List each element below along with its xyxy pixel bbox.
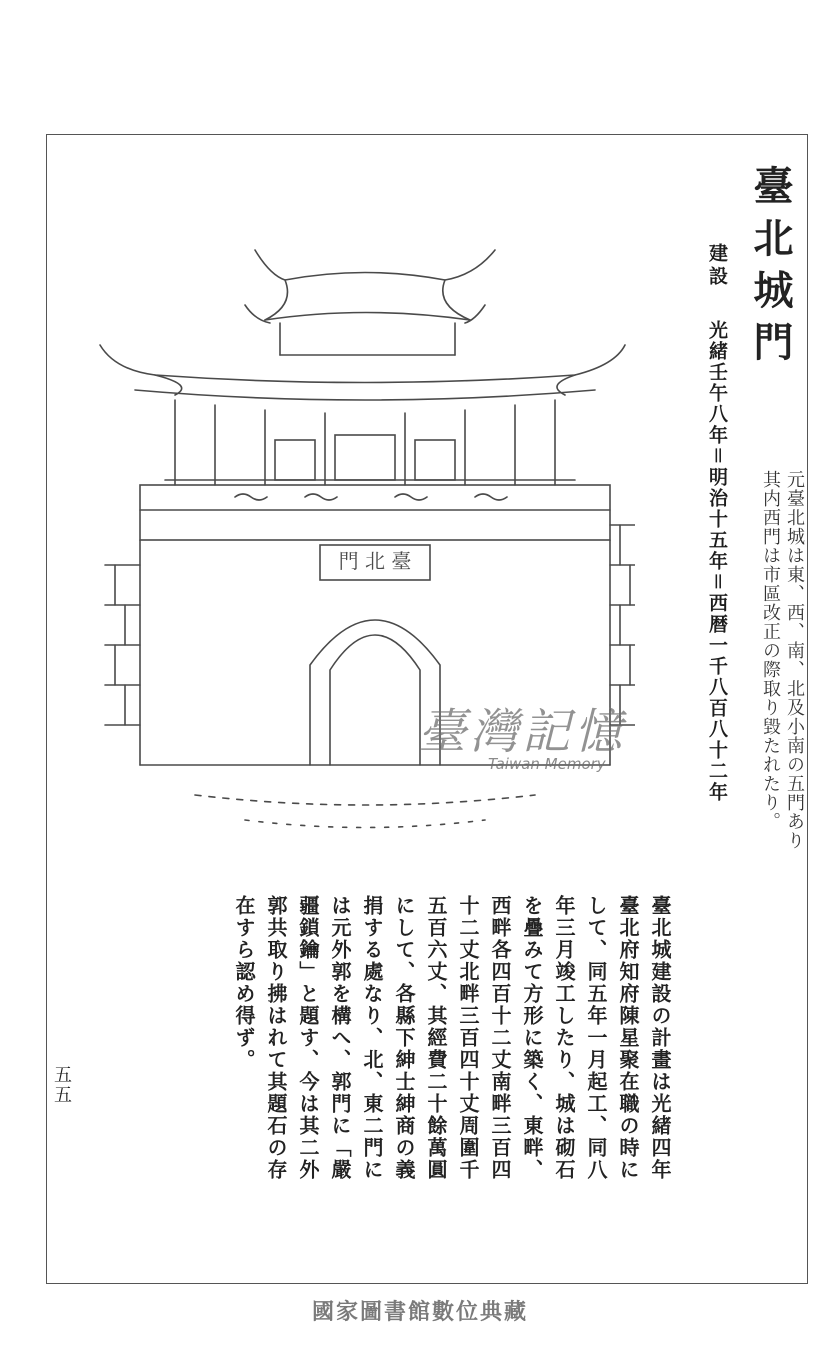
watermark-chinese: 臺灣記憶 (418, 704, 627, 760)
watermark (418, 693, 708, 783)
watermark-english: Taiwan Memory (488, 755, 606, 773)
construction-label: 建設 (706, 243, 728, 289)
gate-plaque-text: 門 北 臺 (338, 549, 412, 573)
body-text: 臺北城建設の計畫は光緒四年臺北府知府陳星聚在職の時にして、同五年一月起工、同八年三月竣工したり、城は砌石を疊みて方形に築く、東畔、西畔各四百十二丈南畔三百四十二丈北畔三百四十丈周圍千五百六丈、其經費二十餘萬圓にして、各縣下紳士紳商の義捐する處なり、北、東二門には元外郭を構へ、郭門に「嚴疆鎖鑰」と題す、今は其二外郭共取り拂はれて其題石の存在すら認め得ず。 (232, 895, 672, 1181)
photo-caption: 元臺北城は東、西、南、北及小南の五門あり其内西門は市區改正の際取り毀たれたり。 (760, 470, 805, 850)
library-footer: 國家圖書館數位典藏 (311, 1300, 528, 1325)
page-number: 五五 (51, 1065, 72, 1105)
construction-dates: 光緒壬午八年＝明治十五年＝西暦一千八百八十二年 (706, 320, 728, 803)
page-title: 臺北城門 (747, 165, 794, 373)
